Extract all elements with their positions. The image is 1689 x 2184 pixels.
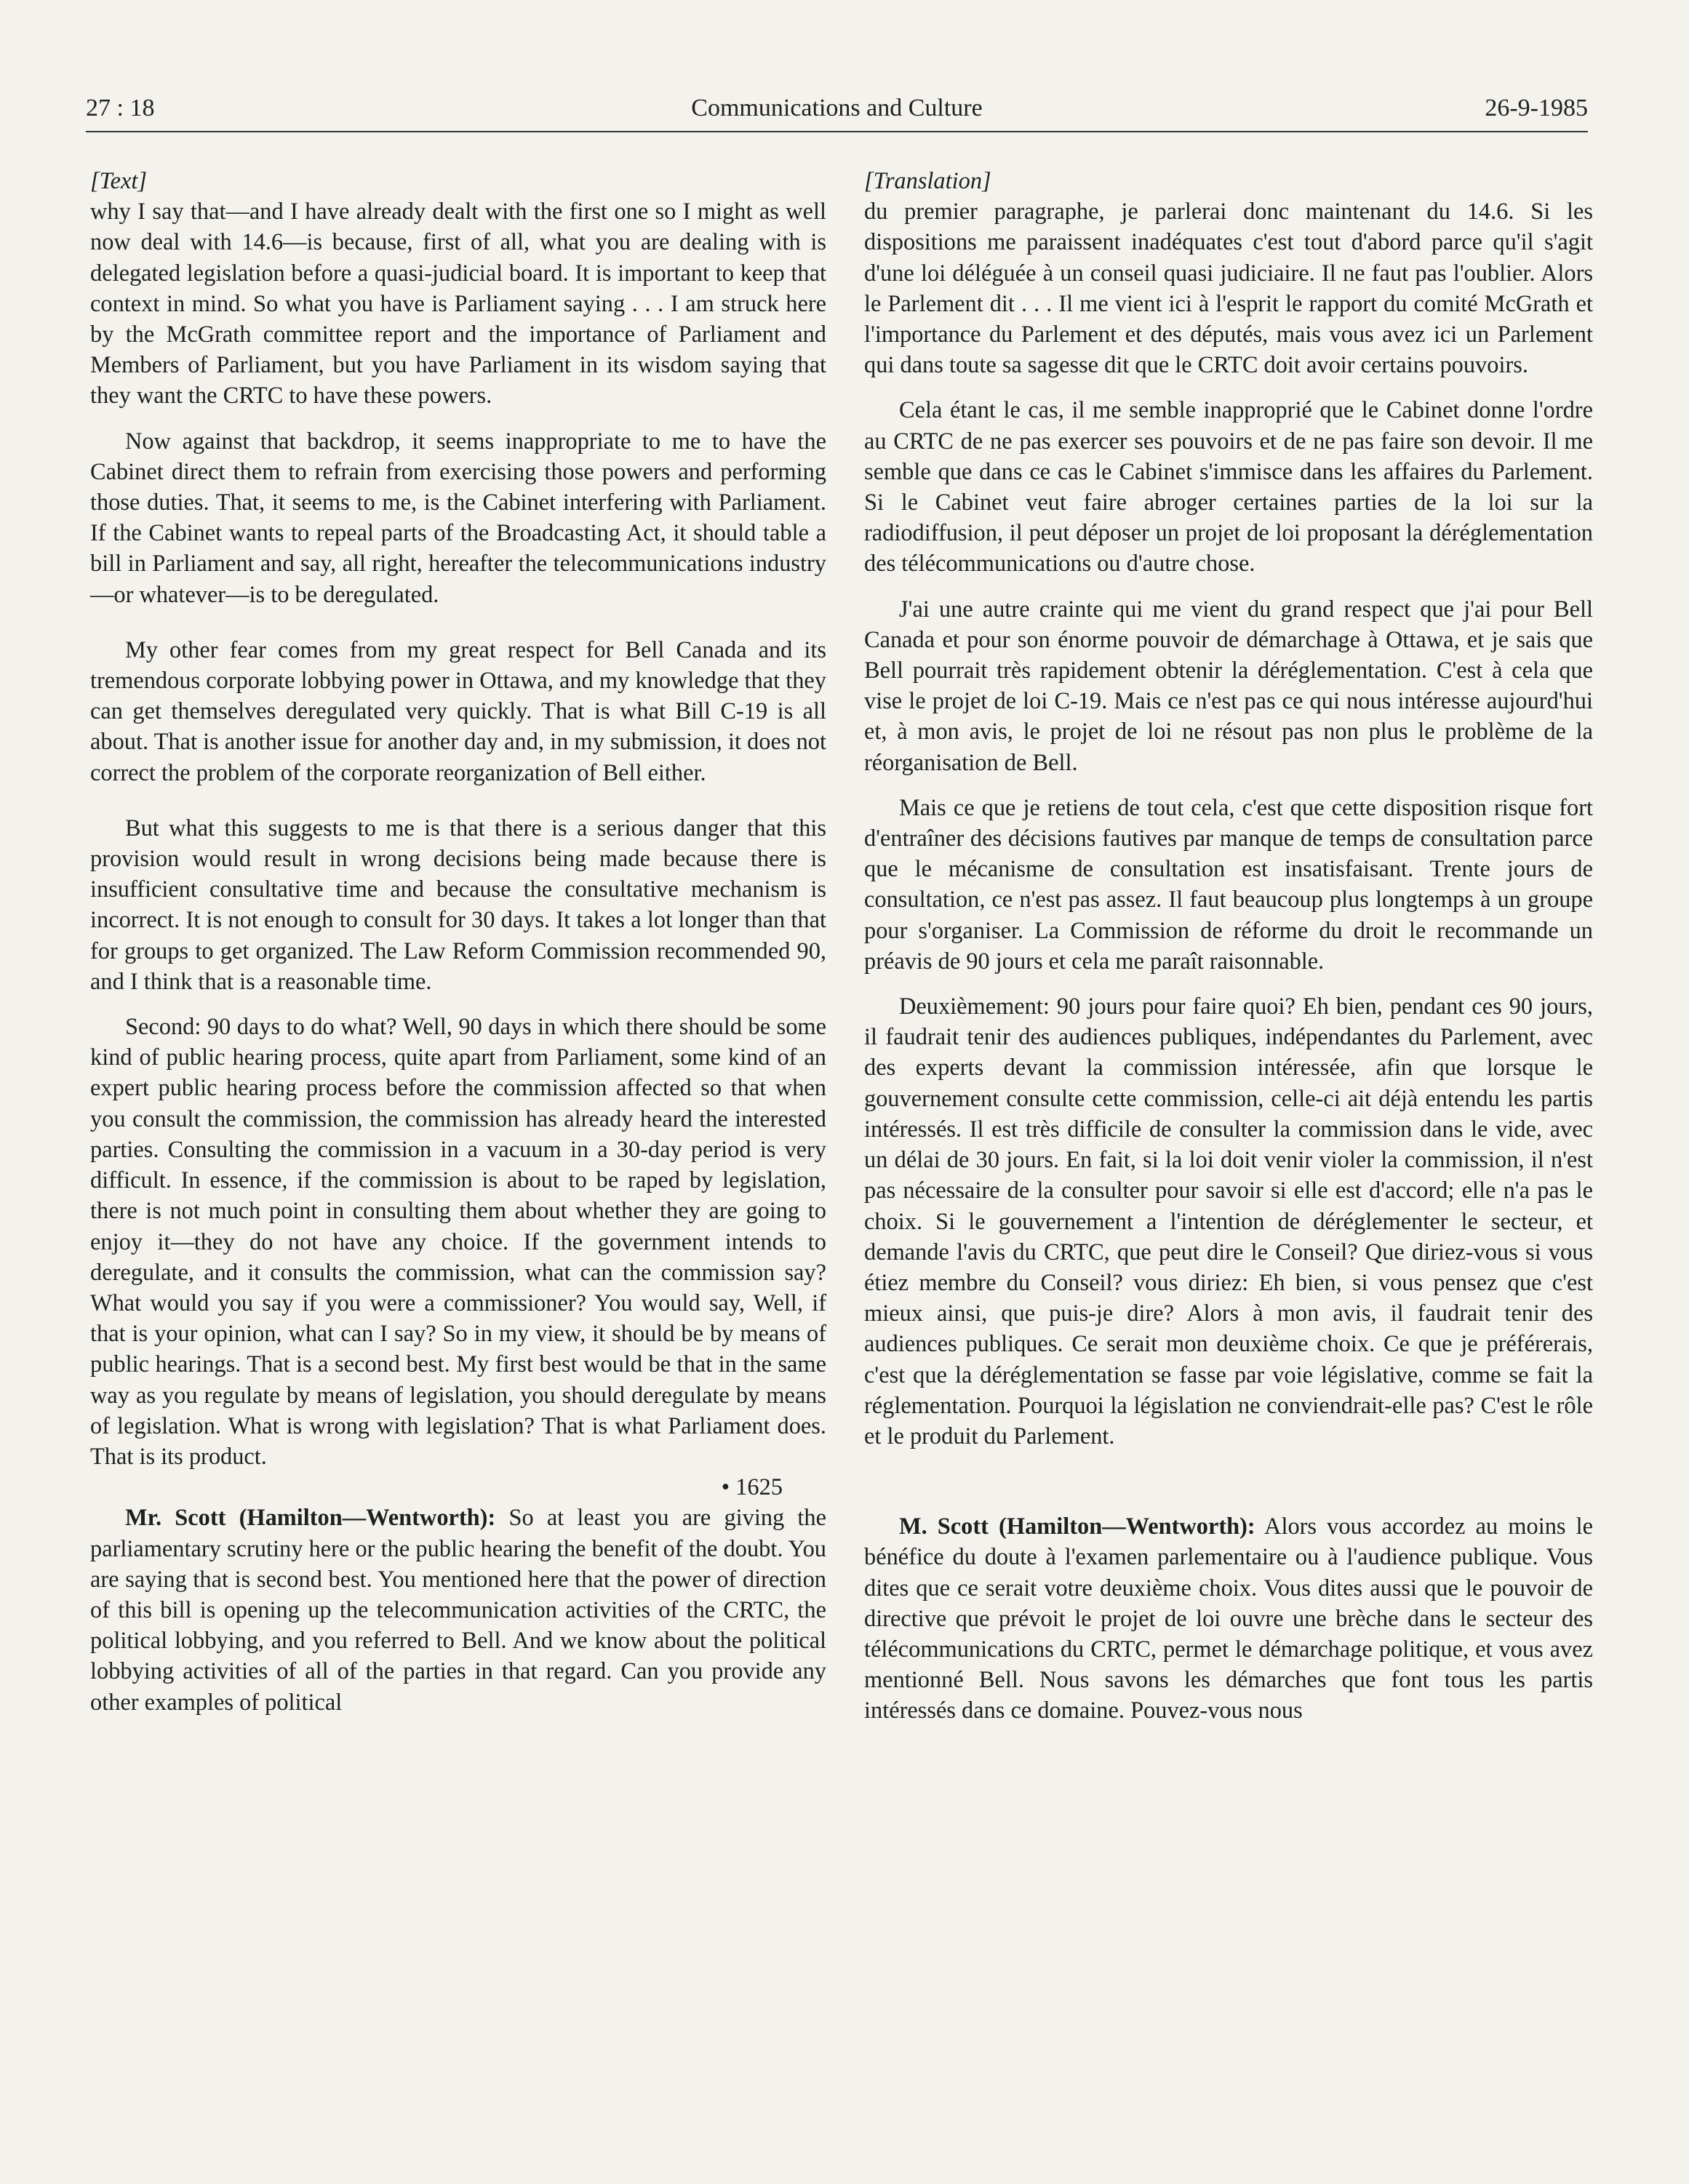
english-paragraph-2: Now against that backdrop, it seems inappropriate to me to have the Cabinet direct them to refrain from exercising those powers and performing those duties. That, it seems to me, is the Cabinet interfering with Parliament. If the Cabinet wants to repeal parts of the Broadcasting Act, it should table a bill in Parliament and say, all right, hereafter the telecommunications industry—or whatever—is to be deregulated.: [90, 428, 826, 608]
page-date: 26-9-1985: [1485, 95, 1588, 121]
page-title: Communications and Culture: [691, 95, 983, 121]
english-column: [90, 166, 826, 1718]
page-number: 27 : 18: [86, 95, 155, 121]
time-marker: • 1625: [721, 1474, 783, 1501]
english-speech: So at least you are giving the parliamentary scrutiny here or the public hearing the benefit of the doubt. You are saying that is second best. You mentioned here that the power of direction of this bill is opening up the telecommunication activities of the CRTC, the political lobbying, and you referred to Bell. And we know about the political lobbying activities of all of the parties in that regard. Can you provide any other examples of political: [90, 1505, 826, 1716]
english-paragraph-3: My other fear comes from my great respect for Bell Canada and its tremendous corporate lobbying power in Ottawa, and my knowledge that they can get themselves deregulated very quickly. That is what Bill C-19 is all about. That is another issue for another day and, in my submission, it does not correct the problem of the corporate reorganization of Bell either.: [90, 636, 826, 786]
text-tag: [Text]: [90, 168, 148, 194]
french-speech: Alors vous accordez au moins le bénéfice du doute à l'examen parlementaire ou à l'audience publique. Vous dites que ce serait votre deuxième choix. Vous dites aussi que le pouvoir de directive que prévoit le projet de loi ouvre une brèche dans le secteur des télécommunications du CRTC, permet le démarchage politique, et vous avez mentionné Bell. Nous savons les démarches que font tous les partis intéressés dans ce domaine. Pouvez-vous nous: [864, 1513, 1593, 1724]
english-paragraph-4: But what this suggests to me is that there is a serious danger that this provision would result in wrong decisions being made because there is insufficient consultative time and because the consultative mechanism is incorrect. It is not enough to consult for 30 days. It takes a lot longer than that for groups to get organized. The Law Reform Commission recommended 90, and I think that is a reasonable time.: [90, 815, 826, 995]
french-paragraph-4: Mais ce que je retiens de tout cela, c'est que cette disposition risque fort d'entraîner des décisions fautives par manque de temps de consultation parce que le mécanisme de consultation est insatisfaisant. Trente jours de consultation, ce n'est pas assez. Il faut beaucoup plus longtemps à un groupe pour s'organiser. La Commission de réforme du droit le recommande un préavis de 90 jours et cela me paraît raisonnable.: [864, 794, 1593, 975]
english-paragraph-5: Second: 90 days to do what? Well, 90 days in which there should be some kind of public hearing process, quite apart from Parliament, some kind of an expert public hearing process before the commission affected so that when you consult the commission, the commission has already heard the interested parties. Consulting the commission in a vacuum in a 30-day period is very difficult. In essence, if the commission is about to be raped by legislation, there is not much point in consulting them about whether they are going to enjoy it—they do not have any choice. If the government intends to deregulate, and it consults the commission, what can the commission say? What would you say if you were a commissioner? You would say, Well, if that is your opinion, what can I say? So in my view, it should be by means of public hearings. That is a second best. My first best would be that in the same way as you regulate by means of legislation, you should deregulate by means of legislation. What is wrong with legislation? That is what Parliament does. That is its product.: [90, 1014, 826, 1470]
english-paragraph-1: why I say that—and I have already dealt with the first one so I might as well now deal with 14.6—is because, first of all, what you are dealing with is delegated legislation before a quasi-judicial board. It is important to keep that context in mind. So what you have is Parliament saying . . . I am struck here by the McGrath committee report and the importance of Parliament and Members of Parliament, but you have Parliament in its wisdom saying that they want the CRTC to have these powers.: [90, 199, 826, 409]
english-paragraph-6: [90, 1503, 826, 1717]
speaker-name-fr: M. Scott (Hamilton—Wentworth):: [899, 1513, 1255, 1540]
french-paragraph-1: du premier paragraphe, je parlerai donc maintenant du 14.6. Si les dispositions me paraissent inadéquates c'est tout d'abord parce qu'il s'agit d'une loi déléguée à un conseil quasi judiciaire. Il ne faut pas l'oublier. Alors le Parlement dit . . . Il me vient ici à l'esprit le rapport du comité McGrath et l'importance du Parlement et des députés, mais vous avez ici un Parlement qui dans toute sa sagesse dit que le CRTC doit avoir certains pouvoirs.: [864, 199, 1593, 379]
french-paragraph-3: J'ai une autre crainte qui me vient du grand respect que j'ai pour Bell Canada et pour son énorme pouvoir de démarchage à Ottawa, et je sais que Bell pourrait très rapidement obtenir la déréglementation. C'est à cela que vise le projet de loi C-19. Mais ce n'est pas ce qui nous intéresse aujourd'hui et, à mon avis, le projet de loi ne résout pas non plus le problème de la réorganisation de Bell.: [864, 596, 1593, 776]
page-header: [86, 89, 1588, 132]
french-column: [864, 166, 1593, 1727]
translation-tag: [Translation]: [864, 168, 991, 194]
french-paragraph-6: [864, 1511, 1593, 1726]
speaker-name: Mr. Scott (Hamilton—Wentworth):: [125, 1505, 496, 1532]
french-paragraph-2: Cela étant le cas, il me semble inapproprié que le Cabinet donne l'ordre au CRTC de ne pas exercer ses pouvoirs et de ne pas faire son devoir. Il me semble que dans ce cas le Cabinet s'immisce dans les affaires du Parlement. Si le Cabinet veut faire abroger certaines parties de la loi sur la radiodiffusion, il peut déposer un projet de loi proposant la déréglementation des télécommunications ou d'autre chose.: [864, 397, 1593, 577]
french-paragraph-5: Deuxièmement: 90 jours pour faire quoi? Eh bien, pendant ces 90 jours, il faudrait tenir des audiences publiques, indépendantes du Parlement, avec des experts devant la commission intéressée, afin que lorsque le gouvernement consulte cette commission, celle-ci ait déjà entendu les partis intéressés. Il est très difficile de consulter la commission dans le vide, avec un délai de 30 jours. En fait, si la loi doit venir violer la commission, il n'est pas nécessaire de la consulter pour savoir si elle est d'accord; elle n'a pas le choix. Si le gouvernement a l'intention de déréglementer le secteur, et demande l'avis du CRTC, que peut dire le Conseil? Que diriez-vous si vous étiez membre du Conseil? vous diriez: Eh bien, si vous pensez que c'est mieux ainsi, que puis-je dire? Alors à mon avis, il faudrait tenir des audiences publiques. Ce serait mon deuxième choix. Ce que je préférerais, c'est que la déréglementation se fasse par voie législative, comme se fait la réglementation. Pourquoi la législation ne conviendrait-elle pas? C'est le rôle et le produit du Parlement.: [864, 993, 1593, 1449]
